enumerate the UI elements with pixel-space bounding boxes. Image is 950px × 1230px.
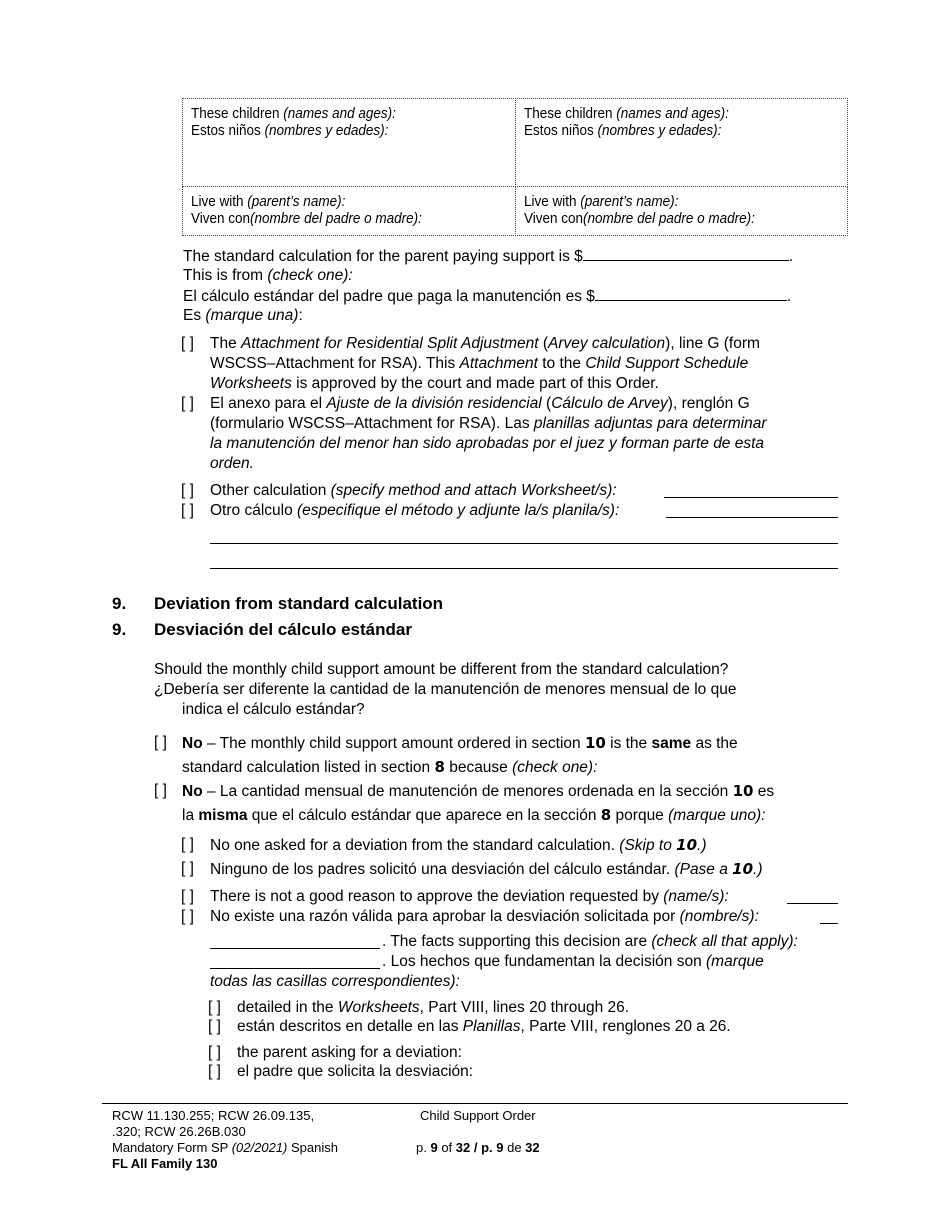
cell-label-italic: (nombre del padre o madre): [583, 210, 755, 227]
checkbox-no-en[interactable]: [ ] [154, 734, 167, 751]
checkbox-parent-en[interactable]: [ ] [208, 1044, 221, 1061]
standard-calc-es: El cálculo estándar del padre que paga la manutención es $ . [183, 288, 792, 305]
checkbox-noone-en[interactable]: [ ] [181, 836, 194, 853]
reason-name-field-es[interactable] [820, 923, 838, 924]
checkbox-noone-es[interactable]: [ ] [181, 860, 194, 877]
section-9-number-es: 9. [112, 620, 127, 639]
footer-page: p. 9 of 32 / p. 9 de 32 [416, 1140, 540, 1155]
noone-es: Ninguno de los padres solicitó una desviación del cálculo estándar. (Pase a 10.) [210, 860, 763, 878]
checkbox-reason-en[interactable]: [ ] [181, 888, 194, 905]
other-calc-field-en[interactable] [664, 497, 838, 498]
cell-livewith-right [515, 186, 848, 236]
cell-label: Live with [524, 193, 581, 210]
cell-children-right [515, 98, 848, 187]
noone-en: No one asked for a deviation from the standard calculation. (Skip to 10.) [210, 836, 707, 854]
checkbox-other-en[interactable]: [ ] [181, 482, 194, 499]
cell-label: Estos niños [191, 122, 265, 139]
section-9-title-en: Deviation from standard calculation [154, 594, 444, 613]
rsa-en-l3: Worksheets is approved by the court and made part of this Order. [210, 375, 659, 392]
rsa-es-l2: (formulario WSCSS–Attachment for RSA). Las planillas adjuntas para determinar [210, 415, 767, 432]
other-calc-line-1[interactable] [210, 543, 838, 544]
parent-es: el padre que solicita la desviación: [237, 1063, 474, 1080]
facts-name-field-es[interactable] [210, 968, 380, 969]
checkbox-detail-es[interactable]: [ ] [208, 1018, 221, 1035]
question-es-l1: ¿Debería ser diferente la cantidad de la manutención de menores mensual de lo que [154, 681, 737, 698]
reason-es: No existe una razón válida para aprobar la desviación solicitada por (nombre/s): [210, 908, 759, 925]
facts-name-field-en[interactable] [210, 948, 380, 949]
footer-left: RCW 11.130.255; RCW 26.09.135, .320; RCW 26.26B.030 Mandatory Form SP (02/2021) Spanish FL All Family 130 [112, 1108, 338, 1171]
cell-label: These children [191, 105, 284, 122]
cell-label: Viven con [524, 210, 584, 227]
cell-label: These children [524, 105, 617, 122]
rsa-en-l2: WSCSS–Attachment for RSA). This Attachment to the Child Support Schedule [210, 355, 749, 372]
cell-livewith-left [182, 186, 516, 236]
section-9-number-en: 9. [112, 594, 127, 613]
cell-children-left [182, 98, 516, 187]
checkbox-parent-es[interactable]: [ ] [208, 1063, 221, 1080]
standard-check-es: Es (marque una): [183, 307, 303, 324]
cell-label: Viven con [191, 210, 251, 227]
rsa-es-l1: El anexo para el Ajuste de la división residencial (Cálculo de Arvey), renglón G [210, 395, 750, 412]
parent-en: the parent asking for a deviation: [237, 1044, 462, 1061]
reason-name-field-en[interactable] [787, 903, 838, 904]
no-en-l2: standard calculation listed in section 8 because (check one): [182, 758, 598, 776]
footer-title: Child Support Order [420, 1108, 536, 1123]
reason-en: There is not a good reason to approve the deviation requested by (name/s): [210, 888, 729, 905]
rsa-es-l3: la manutención del menor han sido aprobadas por el juez y forman parte de esta [210, 435, 765, 452]
detail-en: detailed in the Worksheets, Part VIII, lines 20 through 26. [237, 999, 630, 1016]
no-en-l1: No – The monthly child support amount ordered in section 10 is the same as the [182, 734, 738, 752]
cell-label-italic: (parent’s name): [580, 193, 679, 210]
checkbox-reason-es[interactable]: [ ] [181, 908, 194, 925]
detail-es: están descritos en detalle en las Planillas, Parte VIII, renglones 20 a 26. [237, 1018, 731, 1035]
cell-label-italic: (parent’s name): [247, 193, 346, 210]
checkbox-no-es[interactable]: [ ] [154, 782, 167, 799]
cell-label-italic: (nombres y edades): [264, 122, 389, 139]
other-calc-en: Other calculation (specify method and attach Worksheet/s): [210, 482, 617, 499]
facts-es-l2: todas las casillas correspondientes): [210, 973, 460, 990]
question-en: Should the monthly child support amount be different from the standard calculation? [154, 661, 729, 678]
standard-calc-en: The standard calculation for the parent paying support is $ . [183, 248, 794, 265]
checkbox-other-es[interactable]: [ ] [181, 502, 194, 519]
section-9-title-es: Desviación del cálculo estándar [154, 620, 412, 639]
cell-label-italic: (nombre del padre o madre): [250, 210, 422, 227]
facts-en: . The facts supporting this decision are (check all that apply): [382, 933, 798, 950]
cell-label-italic: (names and ages): [616, 105, 729, 122]
other-calc-es: Otro cálculo (especifique el método y adjunte la/s planila/s): [210, 502, 620, 519]
cell-label-italic: (nombres y edades): [597, 122, 722, 139]
question-es-l2: indica el cálculo estándar? [182, 701, 365, 718]
rsa-es-l4: orden. [210, 455, 254, 472]
checkbox-rsa-en[interactable]: [ ] [181, 335, 194, 352]
cell-label: Estos niños [524, 122, 598, 139]
other-calc-line-2[interactable] [210, 568, 838, 569]
footer-rule [102, 1103, 848, 1104]
amount-field-en[interactable] [583, 246, 789, 261]
checkbox-detail-en[interactable]: [ ] [208, 999, 221, 1016]
facts-es: . Los hechos que fundamentan la decisión son (marque [382, 953, 764, 970]
other-calc-field-es[interactable] [666, 517, 838, 518]
amount-field-es[interactable] [595, 286, 787, 301]
cell-label: Live with [191, 193, 248, 210]
no-es-l1: No – La cantidad mensual de manutención de menores ordenada en la sección 10 es [182, 782, 775, 800]
standard-check-en: This is from (check one): [183, 267, 353, 284]
rsa-en-l1: The Attachment for Residential Split Adjustment (Arvey calculation), line G (form [210, 335, 760, 352]
checkbox-rsa-es[interactable]: [ ] [181, 395, 194, 412]
cell-label-italic: (names and ages): [283, 105, 396, 122]
no-es-l2: la misma que el cálculo estándar que aparece en la sección 8 porque (marque uno): [182, 806, 766, 824]
